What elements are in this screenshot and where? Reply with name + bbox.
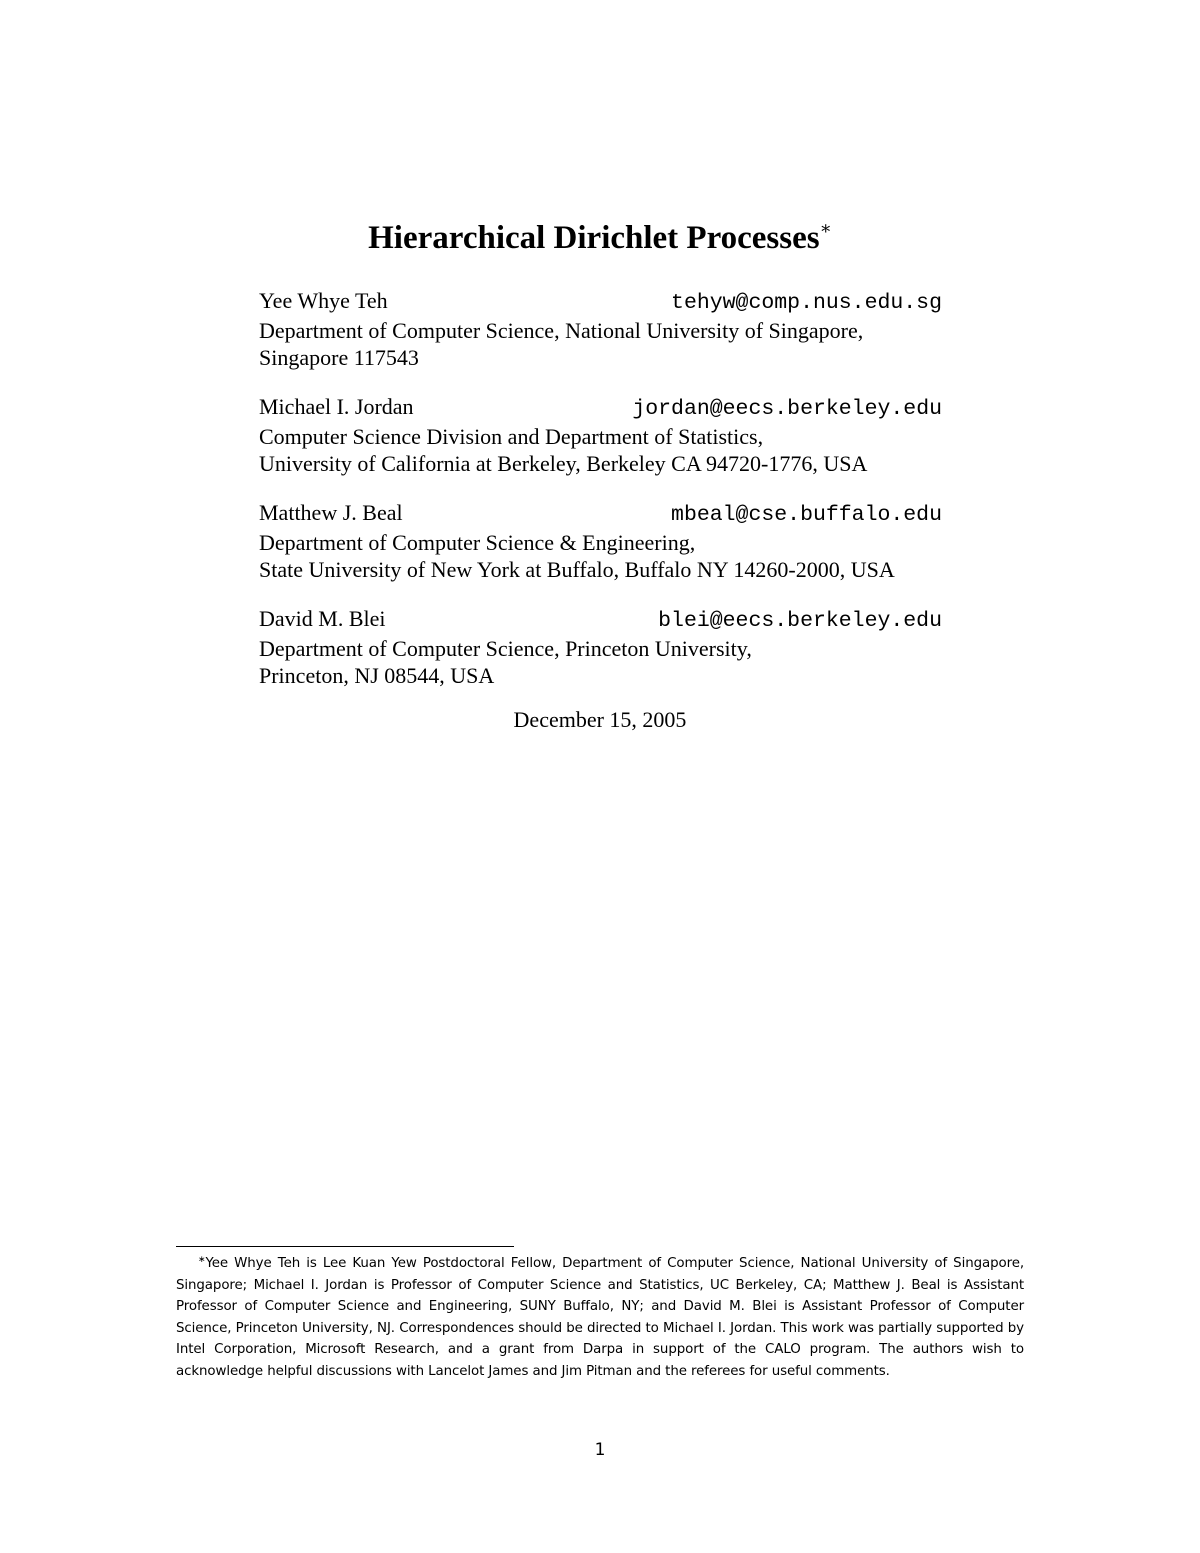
author-header [259, 605, 942, 635]
author-block [259, 499, 942, 583]
footnote-mark: ∗ [198, 1255, 206, 1265]
author-list [259, 287, 942, 711]
footnote-text: Yee Whye Teh is Lee Kuan Yew Postdoctoral Fellow, Department of Computer Science, National University of Singapore, Singapore; Michael I. Jordan is Professor of Computer Science and Statistics, UC Berkeley, CA; Matthew J. Beal is Assistant Professor of Computer Science and Engineering, SUNY Buffalo, NY; and David M. Blei is Assistant Professor of Computer Science, Princeton University, NJ. Correspondences should be directed to Michael I. Jordan. This work was partially supported by Intel Corporation, Microsoft Research, and a grant from Darpa in support of the CALO program. The authors wish to acknowledge helpful discussions with Lancelot James and Jim Pitman and the referees for useful comments. [176, 1256, 1024, 1379]
author-name: Michael I. Jordan [259, 394, 414, 419]
author-affiliation-line: Department of Computer Science, National University of Singapore, [259, 318, 864, 343]
paper-date: December 15, 2005 [513, 707, 687, 732]
author-name: Matthew J. Beal [259, 500, 403, 525]
author-email: tehyw@comp.nus.edu.sg [671, 291, 942, 315]
author-block [259, 393, 942, 477]
author-affiliation-line: Computer Science Division and Department of Statistics, [259, 424, 764, 449]
paper-title-text: Hierarchical Dirichlet Processes [368, 220, 820, 256]
author-affiliation-line: Princeton, NJ 08544, USA [259, 663, 495, 688]
author-affiliation-line: Department of Computer Science & Engineering, [259, 530, 696, 555]
author-affiliation-line: Singapore 117543 [259, 345, 419, 370]
footnote [176, 1253, 1024, 1382]
author-header [259, 393, 942, 423]
author-header [259, 287, 942, 317]
page-number: 1 [594, 1440, 606, 1460]
author-email: mbeal@cse.buffalo.edu [671, 503, 942, 527]
author-email: blei@eecs.berkeley.edu [658, 609, 942, 633]
author-affiliation-line: State University of New York at Buffalo, Buffalo NY 14260-2000, USA [259, 557, 895, 582]
paper-title [0, 218, 1200, 258]
footnote-divider [176, 1246, 514, 1247]
title-footnote-mark: ∗ [819, 218, 832, 238]
author-block [259, 287, 942, 371]
author-name: David M. Blei [259, 606, 386, 631]
author-email: jordan@eecs.berkeley.edu [632, 397, 942, 421]
author-affiliation-line: Department of Computer Science, Princeton University, [259, 636, 752, 661]
author-block [259, 605, 942, 689]
author-affiliation-line: University of California at Berkeley, Berkeley CA 94720-1776, USA [259, 451, 868, 476]
author-header [259, 499, 942, 529]
author-name: Yee Whye Teh [259, 288, 388, 313]
